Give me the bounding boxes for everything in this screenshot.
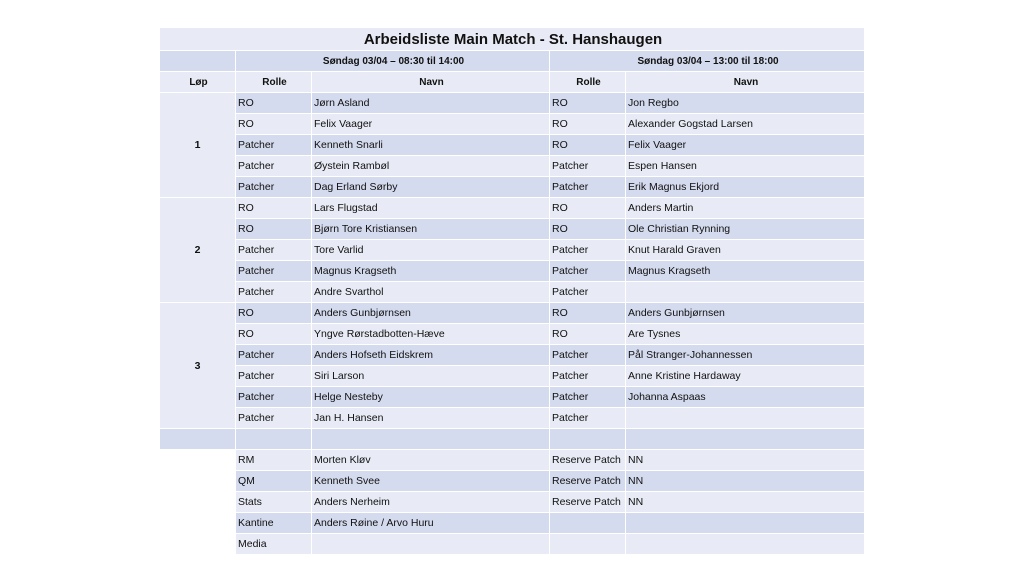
role-shift1: Media: [236, 534, 312, 555]
navn2-header: Navn: [626, 72, 865, 93]
role-shift2: RO: [550, 93, 626, 114]
role-shift1: Patcher: [236, 387, 312, 408]
role-shift1: QM: [236, 471, 312, 492]
name-shift1: Anders Røine / Arvo Huru: [312, 513, 550, 534]
table-row: [160, 198, 865, 219]
table-row: [160, 177, 865, 198]
rolle2-header: Rolle: [550, 72, 626, 93]
table-row: [160, 156, 865, 177]
name-shift2: NN: [626, 450, 865, 471]
name-shift2: Erik Magnus Ekjord: [626, 177, 865, 198]
role-shift1: Patcher: [236, 240, 312, 261]
name-shift1: Bjørn Tore Kristiansen: [312, 219, 550, 240]
name-shift2: Knut Harald Graven: [626, 240, 865, 261]
shift-header-empty: [160, 51, 236, 72]
role-shift1: RO: [236, 198, 312, 219]
role-shift1: RM: [236, 450, 312, 471]
role-shift1: Patcher: [236, 408, 312, 429]
name-shift2: NN: [626, 471, 865, 492]
role-shift2: RO: [550, 198, 626, 219]
name-shift1: Kenneth Snarli: [312, 135, 550, 156]
column-header-row: [160, 72, 865, 93]
spacer-cell: [236, 429, 312, 450]
role-shift2: Patcher: [550, 282, 626, 303]
name-shift2: NN: [626, 492, 865, 513]
role-shift2: RO: [550, 324, 626, 345]
name-shift2: Espen Hansen: [626, 156, 865, 177]
name-shift1: Anders Hofseth Eidskrem: [312, 345, 550, 366]
name-shift1: Jan H. Hansen: [312, 408, 550, 429]
spacer-cell: [160, 429, 236, 450]
navn1-header: Navn: [312, 72, 550, 93]
role-shift2: RO: [550, 114, 626, 135]
role-shift2: RO: [550, 219, 626, 240]
blank-cell: [160, 471, 236, 492]
name-shift1: Magnus Kragseth: [312, 261, 550, 282]
spacer-cell: [626, 429, 865, 450]
table-row: [160, 408, 865, 429]
role-shift1: RO: [236, 324, 312, 345]
name-shift1: Yngve Rørstadbotten-Hæve: [312, 324, 550, 345]
name-shift2: Alexander Gogstad Larsen: [626, 114, 865, 135]
name-shift1: Anders Gunbjørnsen: [312, 303, 550, 324]
name-shift1: Felix Vaager: [312, 114, 550, 135]
table-row: [160, 93, 865, 114]
table-row: [160, 261, 865, 282]
name-shift1: Morten Kløv: [312, 450, 550, 471]
role-shift1: RO: [236, 114, 312, 135]
name-shift2: Anders Gunbjørnsen: [626, 303, 865, 324]
role-shift2: Patcher: [550, 261, 626, 282]
table-row: [160, 513, 865, 534]
name-shift1: Dag Erland Sørby: [312, 177, 550, 198]
work-schedule-table: [159, 27, 865, 555]
role-shift1: Patcher: [236, 345, 312, 366]
role-shift1: Stats: [236, 492, 312, 513]
role-shift2: Patcher: [550, 408, 626, 429]
shift1-header: Søndag 03/04 – 08:30 til 14:00: [236, 51, 550, 72]
rolle1-header: Rolle: [236, 72, 312, 93]
role-shift1: RO: [236, 93, 312, 114]
name-shift2: Felix Vaager: [626, 135, 865, 156]
name-shift2: [626, 408, 865, 429]
role-shift2: Reserve Patch: [550, 471, 626, 492]
role-shift2: RO: [550, 135, 626, 156]
role-shift1: Patcher: [236, 177, 312, 198]
role-shift2: Patcher: [550, 156, 626, 177]
table-row: [160, 387, 865, 408]
shift2-header: Søndag 03/04 – 13:00 til 18:00: [550, 51, 865, 72]
name-shift1: Siri Larson: [312, 366, 550, 387]
run-number: 2: [160, 198, 236, 303]
shift-header-row: [160, 51, 865, 72]
role-shift2: Patcher: [550, 366, 626, 387]
run-number: 3: [160, 303, 236, 429]
blank-cell: [160, 492, 236, 513]
name-shift2: Are Tysnes: [626, 324, 865, 345]
table-row: [160, 366, 865, 387]
title-row: [160, 28, 865, 51]
role-shift1: Patcher: [236, 282, 312, 303]
name-shift1: Andre Svarthol: [312, 282, 550, 303]
name-shift2: Johanna Aspaas: [626, 387, 865, 408]
table-row: [160, 492, 865, 513]
name-shift1: Anders Nerheim: [312, 492, 550, 513]
name-shift1: Lars Flugstad: [312, 198, 550, 219]
name-shift2: Anne Kristine Hardaway: [626, 366, 865, 387]
blank-cell: [160, 534, 236, 555]
blank-cell: [160, 450, 236, 471]
spacer-cell: [550, 429, 626, 450]
table-row: [160, 534, 865, 555]
role-shift1: Patcher: [236, 135, 312, 156]
blank-cell: [160, 513, 236, 534]
table-row: [160, 114, 865, 135]
role-shift1: Patcher: [236, 156, 312, 177]
table-row: [160, 345, 865, 366]
table-row: [160, 303, 865, 324]
name-shift1: [312, 534, 550, 555]
role-shift1: RO: [236, 303, 312, 324]
role-shift2: RO: [550, 303, 626, 324]
role-shift2: Patcher: [550, 177, 626, 198]
name-shift2: [626, 534, 865, 555]
name-shift2: [626, 513, 865, 534]
name-shift2: Pål Stranger-Johannessen: [626, 345, 865, 366]
loep-header: Løp: [160, 72, 236, 93]
spacer-row: [160, 429, 865, 450]
page-title: Arbeidsliste Main Match - St. Hanshaugen: [160, 28, 865, 51]
name-shift2: [626, 282, 865, 303]
role-shift2: [550, 534, 626, 555]
name-shift2: Magnus Kragseth: [626, 261, 865, 282]
role-shift2: Patcher: [550, 387, 626, 408]
spacer-cell: [312, 429, 550, 450]
name-shift2: Ole Christian Rynning: [626, 219, 865, 240]
table-row: [160, 135, 865, 156]
run-number: 1: [160, 93, 236, 198]
role-shift2: [550, 513, 626, 534]
table-row: [160, 450, 865, 471]
table-row: [160, 219, 865, 240]
role-shift2: Patcher: [550, 345, 626, 366]
role-shift2: Reserve Patch: [550, 450, 626, 471]
role-shift2: Patcher: [550, 240, 626, 261]
name-shift2: Anders Martin: [626, 198, 865, 219]
role-shift1: Patcher: [236, 261, 312, 282]
name-shift1: Øystein Rambøl: [312, 156, 550, 177]
name-shift1: Kenneth Svee: [312, 471, 550, 492]
role-shift1: RO: [236, 219, 312, 240]
name-shift1: Helge Nesteby: [312, 387, 550, 408]
role-shift1: Patcher: [236, 366, 312, 387]
role-shift1: Kantine: [236, 513, 312, 534]
name-shift2: Jon Regbo: [626, 93, 865, 114]
table-row: [160, 240, 865, 261]
name-shift1: Tore Varlid: [312, 240, 550, 261]
role-shift2: Reserve Patch: [550, 492, 626, 513]
table-row: [160, 282, 865, 303]
name-shift1: Jørn Asland: [312, 93, 550, 114]
table-row: [160, 324, 865, 345]
table-row: [160, 471, 865, 492]
